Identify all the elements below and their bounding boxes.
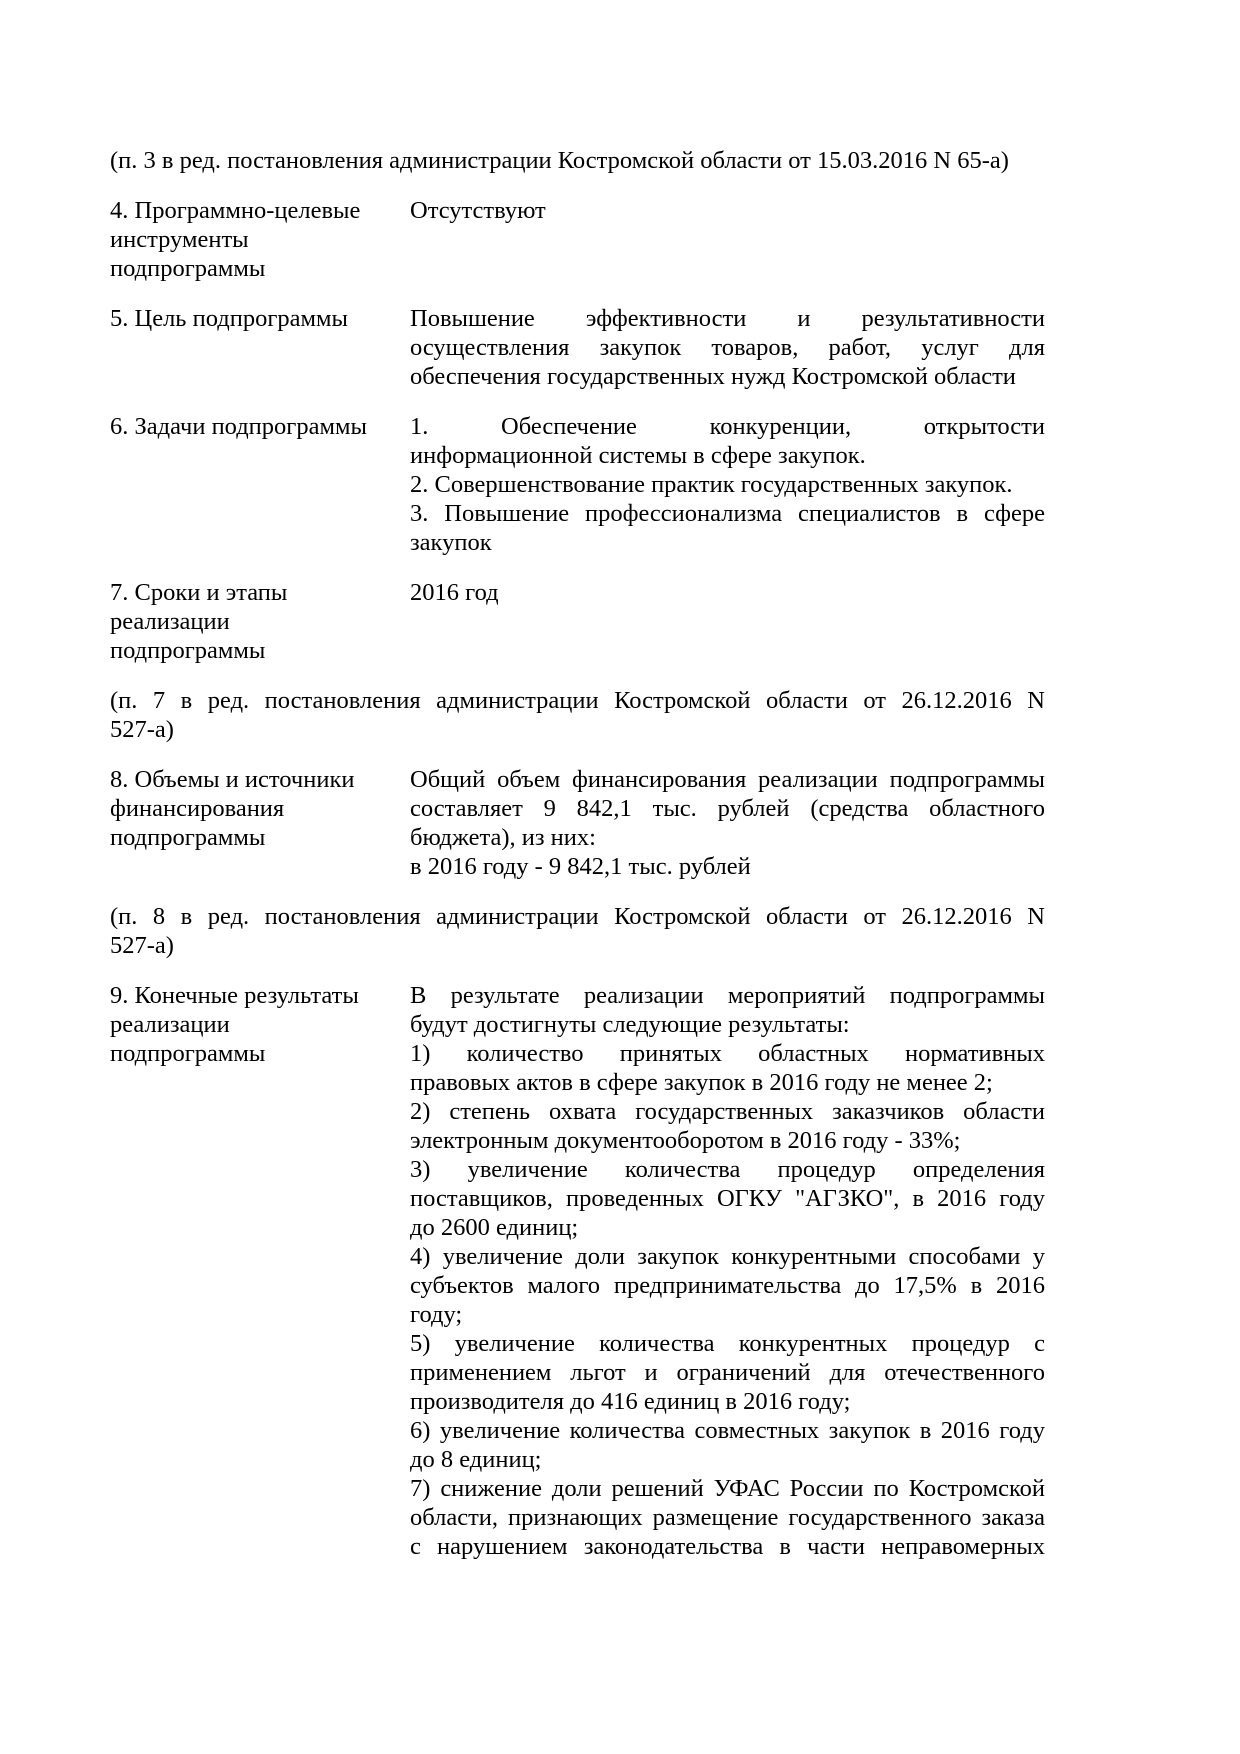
value-line: информационной системы в сфере закупок.: [410, 442, 866, 469]
value-paragraph: [410, 765, 1045, 852]
value-line: электронным документооборотом в 2016 году - 33%;: [410, 1127, 961, 1154]
value-line: 6) увеличение количества совместных закупок в 2016 году: [410, 1417, 1045, 1444]
value-line: 7) снижение доли решений УФАС России по Костромской: [410, 1475, 1045, 1502]
amendment-note-p7: [110, 686, 1045, 744]
value-line: до 8 единиц;: [410, 1446, 542, 1473]
value-paragraph: [410, 1474, 1045, 1561]
value-line: с нарушением законодательства в части неправомерных: [410, 1533, 1045, 1560]
value-line: 1. Обеспечение конкуренции, открытости: [410, 413, 1045, 440]
passport-row-9: [110, 981, 1045, 1561]
value-paragraph: [410, 196, 1045, 225]
value-line: 2016 год: [410, 579, 499, 606]
passport-row-4: [110, 196, 1045, 283]
value-line: поставщиков, проведенных ОГКУ "АГЗКО", в 2016 году: [410, 1185, 1045, 1212]
value-line: в 2016 году - 9 842,1 тыс. рублей: [410, 853, 751, 880]
value-line: будут достигнуты следующие результаты:: [410, 1011, 850, 1038]
row-value: [410, 304, 1045, 391]
value-paragraph: [410, 1242, 1045, 1329]
value-line: 5) увеличение количества конкурентных процедур с: [410, 1330, 1045, 1357]
value-line: 4) увеличение доли закупок конкурентными способами у: [410, 1243, 1045, 1270]
note-line: (п. 7 в ред. постановления администрации Костромской области от 26.12.2016 N: [110, 687, 1045, 714]
row-label: 4. Программно-целевые инструменты подпрограммы: [110, 197, 361, 282]
value-line: году;: [410, 1301, 463, 1328]
value-paragraph: [410, 852, 1045, 881]
row-value: [410, 765, 1045, 881]
value-line: 3. Повышение профессионализма специалистов в сфере: [410, 500, 1045, 527]
note-line: 527-а): [110, 932, 174, 959]
value-line: области, признающих размещение государственного заказа: [410, 1504, 1045, 1531]
value-line: правовых актов в сфере закупок в 2016 году не менее 2;: [410, 1069, 993, 1096]
value-line: 3) увеличение количества процедур определения: [410, 1156, 1045, 1183]
row-label: 9. Конечные результаты реализации подпрограммы: [110, 982, 359, 1067]
row-label: 8. Объемы и источники финансирования подпрограммы: [110, 766, 355, 851]
value-paragraph: [410, 412, 1045, 470]
value-line: применением льгот и ограничений для отечественного: [410, 1359, 1045, 1386]
value-paragraph: [410, 1329, 1045, 1416]
value-paragraph: [410, 1416, 1045, 1474]
passport-row-7: [110, 578, 1045, 665]
value-paragraph: [410, 578, 1045, 607]
row-value: [410, 196, 1045, 225]
value-line: 2) степень охвата государственных заказчиков области: [410, 1098, 1045, 1125]
value-line: обеспечения государственных нужд Костромской области: [410, 363, 1016, 390]
value-line: субъектов малого предпринимательства до 17,5% в 2016: [410, 1272, 1045, 1299]
value-line: бюджета), из них:: [410, 824, 596, 851]
note-line: (п. 8 в ред. постановления администрации Костромской области от 26.12.2016 N: [110, 903, 1045, 930]
value-paragraph: [410, 499, 1045, 557]
value-line: 2. Совершенствование практик государственных закупок.: [410, 471, 1013, 498]
value-line: закупок: [410, 529, 492, 556]
row-value: [410, 981, 1045, 1561]
value-paragraph: [410, 1097, 1045, 1155]
amendment-note-p3: [110, 146, 1045, 175]
value-line: производителя до 416 единиц в 2016 году;: [410, 1388, 851, 1415]
passport-row-8: [110, 765, 1045, 881]
passport-row-6: [110, 412, 1045, 557]
row-label: 6. Задачи подпрограммы: [110, 413, 367, 440]
value-line: Общий объем финансирования реализации подпрограммы: [410, 766, 1045, 793]
value-line: составляет 9 842,1 тыс. рублей (средства областного: [410, 795, 1045, 822]
value-line: осуществления закупок товаров, работ, услуг для: [410, 334, 1045, 361]
passport-row-5: [110, 304, 1045, 391]
row-label: 5. Цель подпрограммы: [110, 305, 348, 332]
value-line: 1) количество принятых областных нормативных: [410, 1040, 1045, 1067]
value-line: В результате реализации мероприятий подпрограммы: [410, 982, 1045, 1009]
value-paragraph: [410, 1155, 1045, 1242]
amendment-note-p8: [110, 902, 1045, 960]
value-line: Повышение эффективности и результативности: [410, 305, 1045, 332]
value-paragraph: [410, 1039, 1045, 1097]
value-paragraph: [410, 304, 1045, 391]
value-line: до 2600 единиц;: [410, 1214, 579, 1241]
row-value: [410, 412, 1045, 557]
value-paragraph: [410, 981, 1045, 1039]
note-line: (п. 3 в ред. постановления администрации Костромской области от 15.03.2016 N 65-а): [110, 147, 1009, 174]
note-line: 527-а): [110, 716, 174, 743]
value-line: Отсутствуют: [410, 197, 546, 224]
value-paragraph: [410, 470, 1045, 499]
row-value: [410, 578, 1045, 607]
row-label: 7. Сроки и этапы реализации подпрограммы: [110, 579, 288, 664]
